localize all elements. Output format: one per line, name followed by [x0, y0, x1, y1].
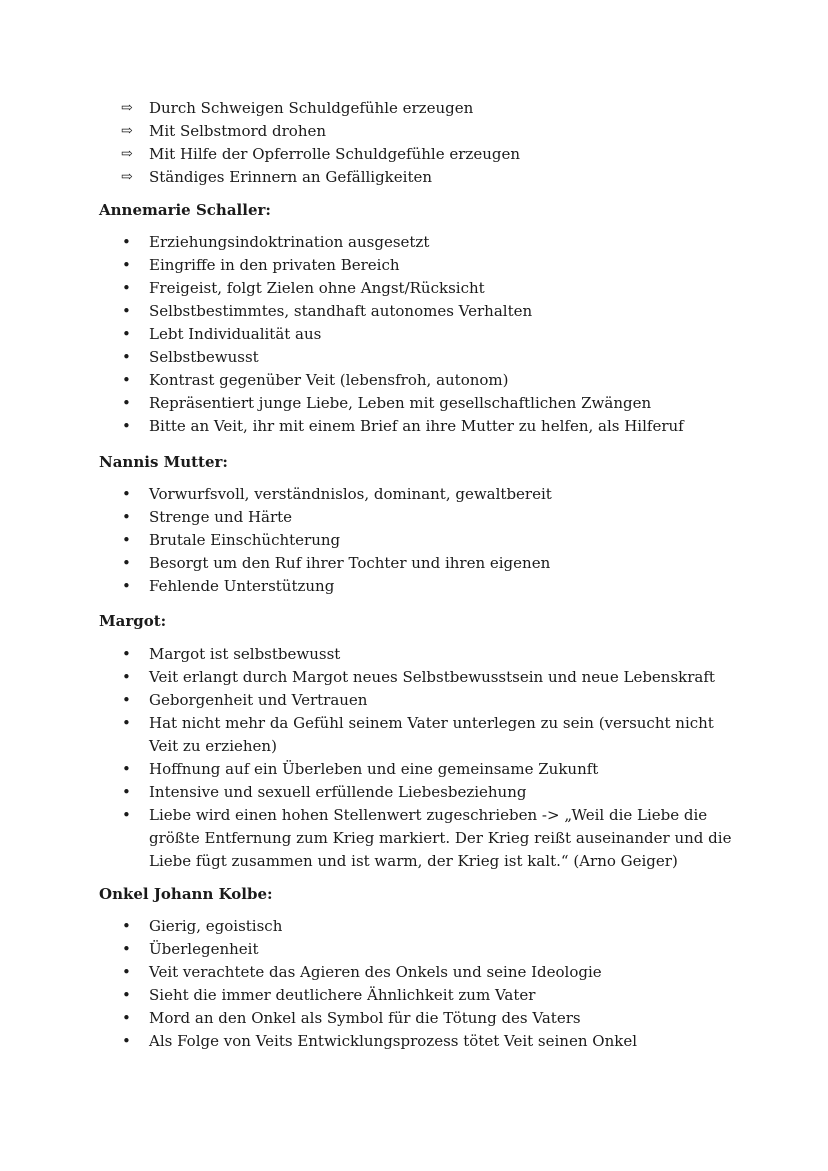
bullet-icon: • [122, 394, 131, 412]
bullet-icon: • [122, 256, 131, 274]
bullet-icon: • [122, 1009, 131, 1027]
bullet-icon: • [122, 940, 131, 958]
list-item: • Sieht die immer deutlichere Ähnlichkeit zum Vater [0, 984, 828, 1007]
list-nannis-mutter [0, 483, 828, 598]
bullet-icon: • [122, 963, 131, 981]
list-item: • Kontrast gegenüber Veit (lebensfroh, autonom) [0, 369, 828, 392]
list-item: • Lebt Individualität aus [0, 323, 828, 346]
list-item: • Hoffnung auf ein Überleben und eine gemeinsame Zukunft [0, 758, 828, 781]
list-annemarie [0, 231, 828, 438]
bullet-icon: • [122, 531, 131, 549]
list-onkel-johann [0, 915, 828, 1053]
list-item: • Bitte an Veit, ihr mit einem Brief an ihre Mutter zu helfen, als Hilferuf [0, 415, 828, 438]
list-item: • Erziehungsindoktrination ausgesetzt [0, 231, 828, 254]
bullet-icon: • [122, 714, 131, 732]
list-item: • Repräsentiert junge Liebe, Leben mit gesellschaftlichen Zwängen [0, 392, 828, 415]
list-margot [0, 643, 828, 873]
list-item: • Veit erlangt durch Margot neues Selbstbewusstsein und neue Lebenskraft [0, 666, 828, 689]
list-item: • Veit verachtete das Agieren des Onkels und seine Ideologie [0, 961, 828, 984]
section-heading-annemarie: Annemarie Schaller: [99, 201, 271, 219]
bullet-icon: • [122, 302, 131, 320]
list-item: • Gierig, egoistisch [0, 915, 828, 938]
arrow-right-icon: ⇨ [121, 123, 133, 139]
bullet-icon: • [122, 783, 131, 801]
list-item: • Geborgenheit und Vertrauen [0, 689, 828, 712]
section-heading-margot: Margot: [99, 612, 167, 630]
arrow-list [0, 97, 828, 189]
arrow-right-icon: ⇨ [121, 169, 133, 185]
section-heading-nannis-mutter: Nannis Mutter: [99, 453, 228, 471]
bullet-icon: • [122, 348, 131, 366]
bullet-icon: • [122, 485, 131, 503]
arrow-list-item: ⇨ Ständiges Erinnern an Gefälligkeiten [0, 166, 828, 189]
bullet-icon: • [122, 917, 131, 935]
bullet-icon: • [122, 233, 131, 251]
section-heading-onkel-johann: Onkel Johann Kolbe: [99, 885, 273, 903]
arrow-list-item: ⇨ Mit Selbstmord drohen [0, 120, 828, 143]
list-item: • Eingriffe in den privaten Bereich [0, 254, 828, 277]
list-item: • Überlegenheit [0, 938, 828, 961]
bullet-icon: • [122, 806, 131, 824]
list-item: • Strenge und Härte [0, 506, 828, 529]
list-item: • Selbstbewusst [0, 346, 828, 369]
list-item: • Vorwurfsvoll, verständnislos, dominant, gewaltbereit [0, 483, 828, 506]
bullet-icon: • [122, 645, 131, 663]
bullet-icon: • [122, 668, 131, 686]
bullet-icon: • [122, 508, 131, 526]
bullet-icon: • [122, 577, 131, 595]
bullet-icon: • [122, 325, 131, 343]
list-item: • Brutale Einschüchterung [0, 529, 828, 552]
bullet-icon: • [122, 1032, 131, 1050]
list-item: • Liebe wird einen hohen Stellenwert zugeschrieben -> „Weil die Liebe die größte Entfernung zum Krieg markiert. Der Krieg reißt auseinander und die Liebe fügt zusammen und ist warm, der Krieg ist kalt.“ (Arno Geiger) [122, 806, 732, 870]
bullet-icon: • [122, 691, 131, 709]
list-item: • Margot ist selbstbewusst [0, 643, 828, 666]
bullet-icon: • [122, 371, 131, 389]
list-item: • Als Folge von Veits Entwicklungsprozess tötet Veit seinen Onkel [0, 1030, 828, 1053]
list-item: • Intensive und sexuell erfüllende Liebesbeziehung [0, 781, 828, 804]
arrow-list-item: ⇨ Mit Hilfe der Opferrolle Schuldgefühle erzeugen [0, 143, 828, 166]
list-item: • Hat nicht mehr da Gefühl seinem Vater unterlegen zu sein (versucht nicht Veit zu erziehen) [122, 714, 714, 755]
list-item: • Mord an den Onkel als Symbol für die Tötung des Vaters [0, 1007, 828, 1030]
arrow-right-icon: ⇨ [121, 146, 133, 162]
bullet-icon: • [122, 760, 131, 778]
list-item: • Besorgt um den Ruf ihrer Tochter und ihren eigenen [0, 552, 828, 575]
bullet-icon: • [122, 417, 131, 435]
list-item: • Fehlende Unterstützung [0, 575, 828, 598]
arrow-list-item: ⇨ Durch Schweigen Schuldgefühle erzeugen [0, 97, 828, 120]
arrow-right-icon: ⇨ [121, 100, 133, 116]
bullet-icon: • [122, 986, 131, 1004]
bullet-icon: • [122, 279, 131, 297]
bullet-icon: • [122, 554, 131, 572]
list-item: • Freigeist, folgt Zielen ohne Angst/Rücksicht [0, 277, 828, 300]
list-item: • Selbstbestimmtes, standhaft autonomes Verhalten [0, 300, 828, 323]
